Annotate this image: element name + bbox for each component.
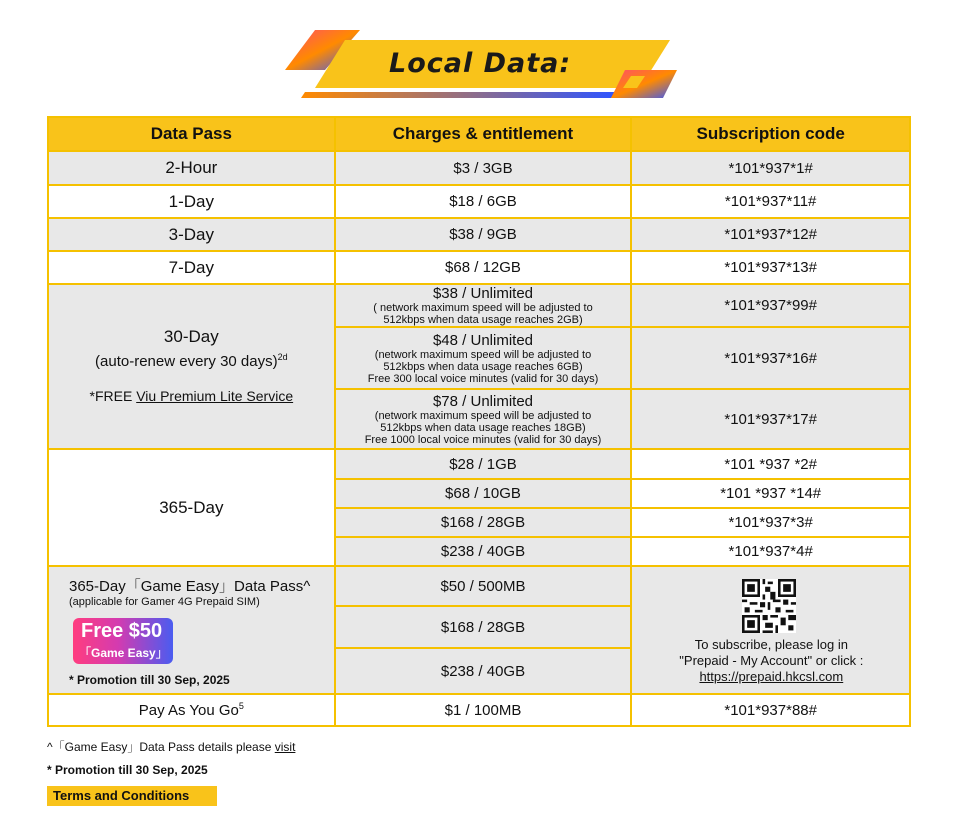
charge-note: Free 1000 local voice minutes (valid for 30 days) xyxy=(364,433,602,446)
pass-name: 2-Hour xyxy=(48,151,335,185)
pass-name: 7-Day xyxy=(48,251,335,284)
subscription-code: *101*937*4# xyxy=(631,537,910,566)
auto-renew-text: (auto-renew every 30 days) xyxy=(95,353,278,370)
subscription-code: *101*937*99# xyxy=(631,284,910,327)
local-data-banner xyxy=(285,26,685,102)
table-row xyxy=(48,151,910,185)
footnote-text: ^「Game Easy」Data Pass details please xyxy=(47,740,275,754)
subscription-code: *101 *937 *14# xyxy=(631,479,910,508)
charge-note: (network maximum speed will be adjusted to xyxy=(374,348,592,361)
viu-premium-link[interactable]: Viu Premium Lite Service xyxy=(136,388,294,404)
badge-line2: 「Game Easy」 xyxy=(79,646,168,660)
table-header-row xyxy=(48,117,910,151)
table-row xyxy=(48,449,910,479)
charge-cell xyxy=(335,389,632,449)
payg-sup: 5 xyxy=(238,701,244,711)
local-data-table xyxy=(47,116,911,727)
charge-cell xyxy=(335,327,632,389)
header-data-pass: Data Pass xyxy=(48,117,335,151)
charge: $168 / 28GB xyxy=(335,606,632,648)
table-row xyxy=(48,185,910,218)
pass-name: Pay As You Go xyxy=(138,702,239,719)
game-easy-promo: * Promotion till 30 Sep, 2025 xyxy=(69,673,230,687)
subscription-code: *101*937*12# xyxy=(631,218,910,251)
charge: $78 / Unlimited xyxy=(432,392,534,410)
qr-code-icon[interactable] xyxy=(742,579,796,633)
qr-line2: "Prepaid - My Account" or click : xyxy=(679,653,864,668)
charge-note: 512kbps when data usage reaches 2GB) xyxy=(383,314,583,326)
qr-cell xyxy=(631,566,910,694)
subscription-code: *101*937*13# xyxy=(631,251,910,284)
subscription-code: *101 *937 *2# xyxy=(631,449,910,479)
header-subscription-code: Subscription code xyxy=(631,117,910,151)
charge-note: 512kbps when data usage reaches 6GB) xyxy=(383,360,583,373)
promotion-footnote: * Promotion till 30 Sep, 2025 xyxy=(47,763,208,777)
charge-note: ( network maximum speed will be adjusted to xyxy=(373,302,593,314)
free-prefix: *FREE xyxy=(89,388,137,404)
charge: $48 / Unlimited xyxy=(432,331,534,349)
pass-name: 365-Day xyxy=(48,449,335,566)
charge: $1 / 100MB xyxy=(335,694,632,726)
badge-line1: Free $50 xyxy=(81,620,163,642)
charge: $38 / Unlimited xyxy=(432,285,534,302)
charge: $68 / 12GB xyxy=(335,251,632,284)
charge: $168 / 28GB xyxy=(335,508,632,537)
game-easy-cell xyxy=(48,566,335,694)
charge: $238 / 40GB xyxy=(335,648,632,694)
charge: $28 / 1GB xyxy=(335,449,632,479)
terms-and-conditions-link[interactable]: Terms and Conditions xyxy=(47,786,217,806)
charge-note: Free 300 local voice minutes (valid for 30 days) xyxy=(367,372,599,385)
charge: $68 / 10GB xyxy=(335,479,632,508)
qr-line1: To subscribe, please log in xyxy=(694,637,848,652)
subscription-code: *101*937*1# xyxy=(631,151,910,185)
game-easy-subtitle: (applicable for Gamer 4G Prepaid SIM) xyxy=(69,596,260,608)
qr-instructions xyxy=(632,637,910,685)
auto-renew-sup: 2d xyxy=(277,352,288,362)
game-easy-title: 365-Day「Game Easy」Data Pass^ xyxy=(69,578,311,595)
pass-name: 30-Day xyxy=(163,327,219,346)
pass-name: 1-Day xyxy=(48,185,335,218)
pass-name: 3-Day xyxy=(48,218,335,251)
charge-note: (network maximum speed will be adjusted to xyxy=(374,409,592,422)
subscription-code: *101*937*11# xyxy=(631,185,910,218)
charge: $38 / 9GB xyxy=(335,218,632,251)
visit-link[interactable]: visit xyxy=(274,740,296,754)
charge: $50 / 500MB xyxy=(335,566,632,606)
table-row xyxy=(48,694,910,726)
charge: $18 / 6GB xyxy=(335,185,632,218)
pass-30-day-cell xyxy=(48,284,335,449)
table-row xyxy=(48,284,910,327)
subscription-code: *101*937*16# xyxy=(631,327,910,389)
table-row xyxy=(48,251,910,284)
subscription-code: *101*937*3# xyxy=(631,508,910,537)
banner-title: Local Data: xyxy=(389,48,572,79)
prepaid-url-link[interactable]: https://prepaid.hkcsl.com xyxy=(699,669,844,684)
subscription-code: *101*937*88# xyxy=(631,694,910,726)
table-row xyxy=(48,218,910,251)
charge-note: 512kbps when data usage reaches 18GB) xyxy=(380,421,586,434)
charge: $3 / 3GB xyxy=(335,151,632,185)
subscription-code: *101*937*17# xyxy=(631,389,910,449)
table-row xyxy=(48,566,910,606)
pass-payg-cell xyxy=(48,694,335,726)
free-50-badge xyxy=(73,618,173,664)
game-easy-footnote xyxy=(47,738,295,755)
charge: $238 / 40GB xyxy=(335,537,632,566)
charge-cell xyxy=(335,284,632,327)
header-charges: Charges & entitlement xyxy=(335,117,632,151)
